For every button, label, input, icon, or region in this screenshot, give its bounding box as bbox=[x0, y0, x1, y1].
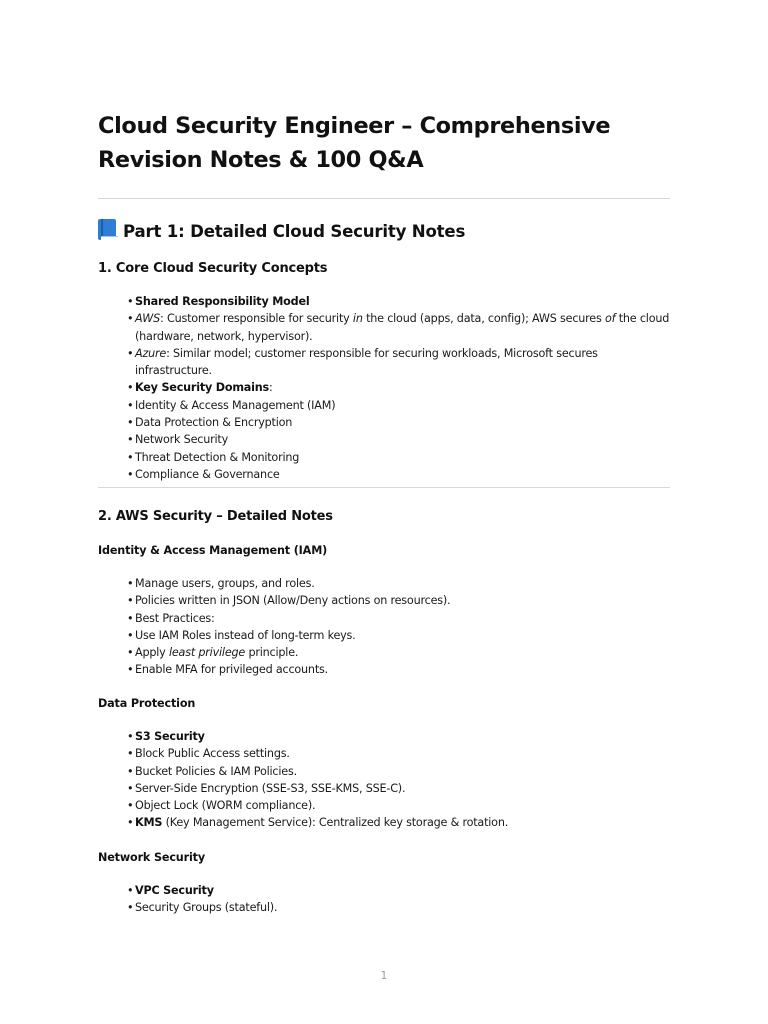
list-item: • Bucket Policies & IAM Policies. bbox=[127, 763, 673, 780]
list-item: • Object Lock (WORM compliance). bbox=[127, 797, 673, 814]
list-item: • Enable MFA for privileged accounts. bbox=[127, 661, 673, 678]
network-security-list bbox=[127, 882, 673, 917]
section-heading-aws-security: 2. AWS Security – Detailed Notes bbox=[98, 509, 333, 524]
list-item: • Server-Side Encryption (SSE-S3, SSE-KMS, SSE-C). bbox=[127, 780, 673, 797]
list-item: • Compliance & Governance bbox=[127, 466, 673, 483]
part-heading bbox=[98, 219, 465, 245]
divider bbox=[98, 198, 670, 199]
list-item: • AWS: Customer responsible for security in the cloud (apps, data, config); AWS secures of the cloud (hardware, network, hypervisor). bbox=[127, 310, 673, 345]
list-item: • Use IAM Roles instead of long-term keys. bbox=[127, 627, 673, 644]
list-item: • VPC Security bbox=[127, 882, 673, 899]
list-item: • S3 Security bbox=[127, 728, 673, 745]
subheading-network-security: Network Security bbox=[98, 851, 206, 864]
list-item: • Key Security Domains: bbox=[127, 379, 673, 396]
list-item: • Identity & Access Management (IAM) bbox=[127, 397, 673, 414]
blue-book-icon bbox=[98, 219, 118, 240]
subheading-iam: Identity & Access Management (IAM) bbox=[98, 544, 328, 557]
list-item: • Threat Detection & Monitoring bbox=[127, 449, 673, 466]
core-concepts-list bbox=[127, 293, 673, 483]
document-title: Cloud Security Engineer – Comprehensive Revision Notes & 100 Q&A bbox=[98, 113, 611, 173]
list-item: • Shared Responsibility Model bbox=[127, 293, 673, 310]
list-item: • Best Practices: bbox=[127, 610, 673, 627]
list-item: • Network Security bbox=[127, 431, 673, 448]
data-protection-list bbox=[127, 728, 673, 832]
section-heading-core-concepts: 1. Core Cloud Security Concepts bbox=[98, 261, 328, 276]
list-item: • Policies written in JSON (Allow/Deny actions on resources). bbox=[127, 592, 673, 609]
list-item: • KMS (Key Management Service): Centralized key storage & rotation. bbox=[127, 814, 673, 831]
part-heading-text: Part 1: Detailed Cloud Security Notes bbox=[123, 222, 466, 241]
list-item: • Manage users, groups, and roles. bbox=[127, 575, 673, 592]
list-item: • Azure: Similar model; customer responsible for securing workloads, Microsoft secures infrastructure. bbox=[127, 345, 673, 380]
divider bbox=[98, 487, 670, 488]
list-item: • Block Public Access settings. bbox=[127, 745, 673, 762]
iam-list bbox=[127, 575, 673, 679]
list-item: • Apply least privilege principle. bbox=[127, 644, 673, 661]
list-item: • Security Groups (stateful). bbox=[127, 899, 673, 916]
subheading-data-protection: Data Protection bbox=[98, 697, 196, 710]
page-number: 1 bbox=[380, 970, 388, 982]
list-item: • Data Protection & Encryption bbox=[127, 414, 673, 431]
